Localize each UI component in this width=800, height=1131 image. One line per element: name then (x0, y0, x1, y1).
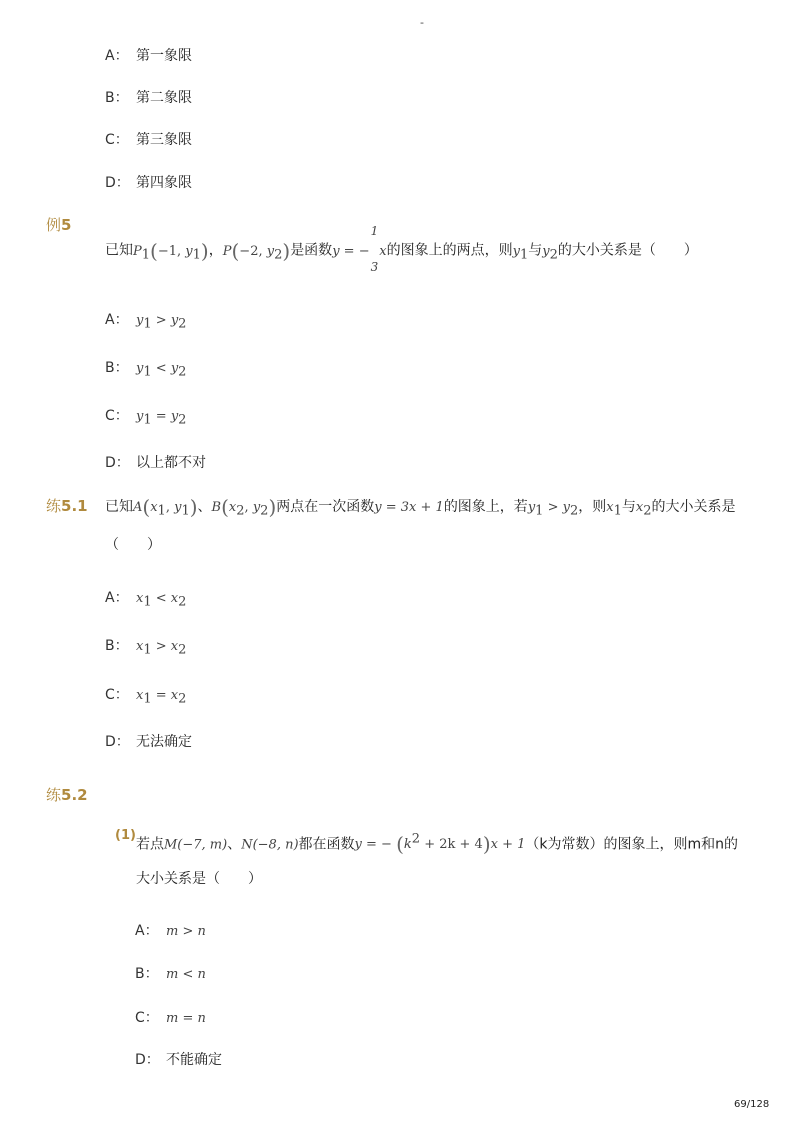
math-point-a: $A(x_1$, $y_1$) (133, 495, 198, 519)
ex5-option-d[interactable] (105, 452, 206, 474)
option-expr: m < n (166, 967, 206, 982)
fraction-denominator: 3 (370, 260, 379, 274)
option-label: C： (135, 1010, 159, 1026)
q4-option-a[interactable] (105, 45, 192, 67)
pr52-option-a[interactable] (135, 920, 206, 942)
question-text: 的大小关系是 (651, 499, 736, 515)
tag-prefix: 例 (46, 216, 62, 234)
pr51-option-a[interactable] (105, 587, 186, 609)
math-point-p1: $P_1(-1$, $y_1$) (133, 238, 209, 263)
pr52-option-c[interactable] (135, 1007, 206, 1029)
question-text: 的图象上，若 (443, 499, 528, 515)
question-text: 是函数 (290, 242, 333, 259)
option-label: C： (105, 408, 129, 424)
question-text: 的图象上的两点，则 (386, 242, 513, 259)
math-point-n: N(−8, n) (241, 837, 299, 853)
question-text: 已知 (105, 242, 133, 259)
pr51-option-c[interactable] (105, 684, 186, 706)
page-number: 69/128 (734, 1099, 770, 1110)
math-point-p2: P(−2, $y_2$) (222, 238, 291, 263)
option-text: 第一象限 (136, 48, 192, 64)
option-label: D： (105, 734, 130, 750)
fraction-numerator: 1 (370, 224, 379, 238)
math-point-m: M(−7, m) (164, 837, 228, 853)
subquestion-number: (1) (115, 828, 136, 843)
math-y2: $y_2$ (542, 243, 558, 263)
question-text: 两点在一次函数 (276, 499, 375, 515)
tag-number: 5.2 (61, 786, 88, 804)
option-text: 第二象限 (136, 90, 192, 106)
option-text: 第四象限 (136, 175, 192, 191)
question-text: 的大小关系是（ ） (557, 242, 698, 259)
pr52-option-b[interactable] (135, 963, 206, 985)
practice-5-1-question-line2: （ ） (105, 537, 161, 553)
math-function: y = − $(k^2 + 2k + 4)x + 1$ (354, 832, 526, 857)
question-text: ，则 (578, 499, 607, 515)
ex5-option-c[interactable] (105, 405, 186, 427)
practice-5-1-tag (46, 495, 88, 516)
example-5-tag (46, 214, 71, 235)
option-expr: m = n (166, 1011, 206, 1026)
math-function: y = − 1 3 x (332, 224, 387, 274)
practice-5-2-question-line2: 大小关系是（ ） (136, 871, 262, 887)
pr51-option-d[interactable] (105, 731, 192, 753)
option-label: D： (105, 455, 130, 471)
question-text: ， (208, 242, 223, 259)
header-mark: - (420, 16, 424, 29)
tag-prefix: 练 (46, 786, 62, 804)
option-label: A： (105, 312, 129, 328)
math-condition: $y_1 > y_2$ (527, 500, 579, 519)
example-5-question (105, 224, 698, 274)
option-label: D： (105, 175, 130, 191)
question-text: 若点 (136, 836, 164, 853)
practice-5-2-question (136, 829, 738, 856)
option-expr: $y_1 = y_2$ (136, 409, 187, 428)
math-point-b: $B(x_2$, $y_2$) (211, 495, 277, 519)
question-text: 已知 (105, 499, 133, 515)
question-text: 、 (227, 836, 242, 853)
option-label: A： (105, 48, 129, 64)
option-expr: m > n (166, 924, 206, 939)
math-y1: $y_1$ (512, 243, 529, 263)
q4-option-d[interactable] (105, 172, 192, 194)
option-label: B： (105, 638, 129, 654)
option-expr: $x_1 = x_2$ (136, 688, 187, 707)
tag-number: 5 (61, 216, 72, 234)
tag-prefix: 练 (46, 497, 62, 515)
option-label: B： (105, 90, 129, 106)
option-label: D： (135, 1052, 160, 1068)
question-text: 、 (197, 499, 212, 515)
pr51-option-b[interactable] (105, 635, 186, 657)
q4-option-c[interactable] (105, 129, 192, 151)
option-label: C： (105, 687, 129, 703)
option-text: 不能确定 (166, 1052, 222, 1068)
option-label: A： (105, 590, 129, 606)
math-x1: $x_1$ (606, 500, 622, 519)
math-x2: $x_2$ (635, 500, 652, 519)
practice-5-1-question (105, 496, 736, 523)
practice-5-2-tag (46, 784, 88, 805)
ex5-option-a[interactable] (105, 309, 186, 331)
pr52-option-d[interactable] (135, 1049, 222, 1071)
option-expr: $x_1 < x_2$ (136, 591, 187, 610)
option-text: 第三象限 (136, 132, 192, 148)
option-expr: $x_1 > x_2$ (136, 639, 187, 658)
option-expr: $y_1 > y_2$ (136, 313, 187, 332)
option-label: B： (135, 966, 159, 982)
option-label: C： (105, 132, 129, 148)
q4-option-b[interactable] (105, 87, 192, 109)
option-text: 以上都不对 (136, 455, 206, 471)
ex5-option-b[interactable] (105, 357, 186, 379)
fraction (370, 224, 379, 274)
tag-number: 5.1 (61, 497, 88, 515)
option-label: B： (105, 360, 129, 376)
option-label: A： (135, 923, 159, 939)
question-text: 与 (528, 242, 543, 259)
question-text: （k为常数）的图象上，则m和n的 (525, 836, 739, 853)
option-text: 无法确定 (136, 734, 192, 750)
question-text: 与 (621, 499, 636, 515)
math-function: y = 3x + 1 (374, 500, 444, 515)
option-expr: $y_1 < y_2$ (136, 361, 187, 380)
question-text: 都在函数 (298, 836, 355, 853)
